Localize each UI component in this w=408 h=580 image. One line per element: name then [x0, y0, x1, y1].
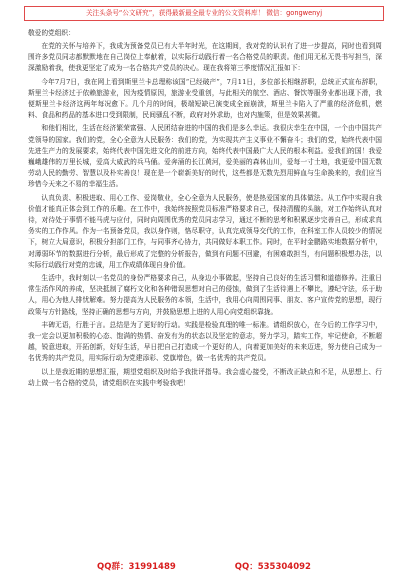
banner-text: 关注头条号“公文研究”，获得最新最全最专业的公文资料库！ 微信：gongwenyj — [85, 9, 323, 17]
salutation: 敬爱的党组织： — [28, 29, 75, 37]
paragraph-4: 认真负责、积极进取、用心工作、爱岗敬业，全心全意为人民服务，使是热爱国家的具体做法。从工作中实现自我价值才能真正体会到工作的乐趣。在工作中，我始终按照党员标准严格要求自己，保持清醒的头脑，对工作始终认真对待，对待处于事情不能马虎与应付，同时向周围优秀的党员同志学习，通过不断的思考和积累逐步完善自己，形成求真务实的工作作风。作为一名预备党员，我以身作则，恪尽职守，认真完成领导交代的工作，在科室工作人员较少的情况下，树立大局意识，积极分担部门工作，与同事齐心协力，共同做好本职工作。同时，在平时金鹏路实地数据分析中，对薄弱环节的数据进行分析，最后形成了完整的分析报告，做到有问题不回避，有困难敢担当，有问题积极想办法，以实际行动践行对党的忠诚，用工作成绩体现自身价值。 — [28, 193, 382, 269]
report-body — [28, 28, 382, 391]
qq-group-label: QQ群：31991489 — [97, 562, 176, 572]
top-banner — [24, 6, 384, 21]
paragraph-1: 在党的关怀与培养下，我成为预备党员已有大半年时光，在这期间，我对党的认识有了进一步提高，同时也看到周围许多党员同志都默默地在自己岗位上奉献着，以实际行动践行着一名合格党员的职责。他们用无私无畏书写担当，深深激励着我，使我更坚定了成为一名合格共产党员的决心。现在我将第三季度情况汇报如下： — [28, 42, 382, 73]
paragraph-3: 和他们相比，生活在经济繁荣富强、人民团结奋进的中国的我们是多么幸运。我很庆幸生在中国，一个由中国共产党领导的国家。我们的党，全心全意为人民服务：我们的党，为实现共产主义事业不懈奋斗；我们的党，始终代表中国先进生产力的发展要求，始终代表中国先进文化的前进方向，始终代表中国最广大人民的根本利益。爱我们的国！我爱巍峨雄伟的万里长城，爱高大威武的兵马俑。爱奔涌的长江黄河，爱美丽的森林山川，爱每一寸土地，我更爱中国无数劳动人民的勤劳、智慧以及朴实善良！现在是一个崭新美好的时代，这些都是无数先烈用鲜血与生命换来的，我们应当珍惜今天来之不易的幸福生活。 — [28, 124, 382, 189]
paragraph-7: 以上是我近期的思想汇报，期望党组织及时给予我批评指导。我会虚心接受，不断改正缺点和不足，从思想上、行动上做一名合格的党员，请党组织在实践中考验我吧！ — [28, 367, 382, 387]
paragraph-5: 生活中，我时刻以一名党员的身份严格要求自己，从身边小事做起，坚持自己良好的生活习惯和道德修养。注重日常生活作风的养成，坚决抵制了腐朽文化和各种错误思想对自己的侵蚀，做到了生活待遇上不攀比，遵纪守法，乐于助人，用心为他人排忧解难。努力提高为人民服务的本领，生活中，我用心向周围同事、朋友、客户宣传党的思想，现行政策与方针路线，坚持正确的思想与方向，并鼓励思想上进的人用心向党组织靠拢。 — [28, 274, 382, 316]
footer-contacts — [0, 560, 408, 574]
qq-label: QQ：535304092 — [234, 562, 311, 572]
paragraph-6: 丰碑无语，行胜于言。总结是为了更好的行动。实践是检验真理的唯一标准。请组织放心，在今后的工作学习中，我一定会以更加积极的心态、饱满的热情、奋发有为的状态以及坚定的意志，努力学习，踏实工作，牢记使命，不断超越，锐意进取，开拓创新，好好生活，早日把自己打造成一个更好的人，向着更加美好的未来迈进，努力使自己成为一名优秀的共产党员，用实际行动为党建添彩、党旗增色，做一名优秀的共产党员。 — [28, 320, 382, 363]
paragraph-2: 今年7月7日，我在网上看到斯里兰卡总理称该国“已经破产”，7月11日，多位部长相继辞职，总统正式宣布辞职，斯里兰卡经济过于依赖旅游业，因为疫情原因，旅游业受重创，与此相关的航空、酒店、餐饮等服务业都出现下滑，我便斯里兰卡经济这两年每况愈下。几个月的时间，极端短缺已演变成全面崩溃，斯里兰卡陷入了严重的经济危机，燃料、食品和药品的基本进口受到限制，民间骚乱不断，政府对外求助，也对内施策，但是效果甚微。 — [28, 77, 382, 120]
